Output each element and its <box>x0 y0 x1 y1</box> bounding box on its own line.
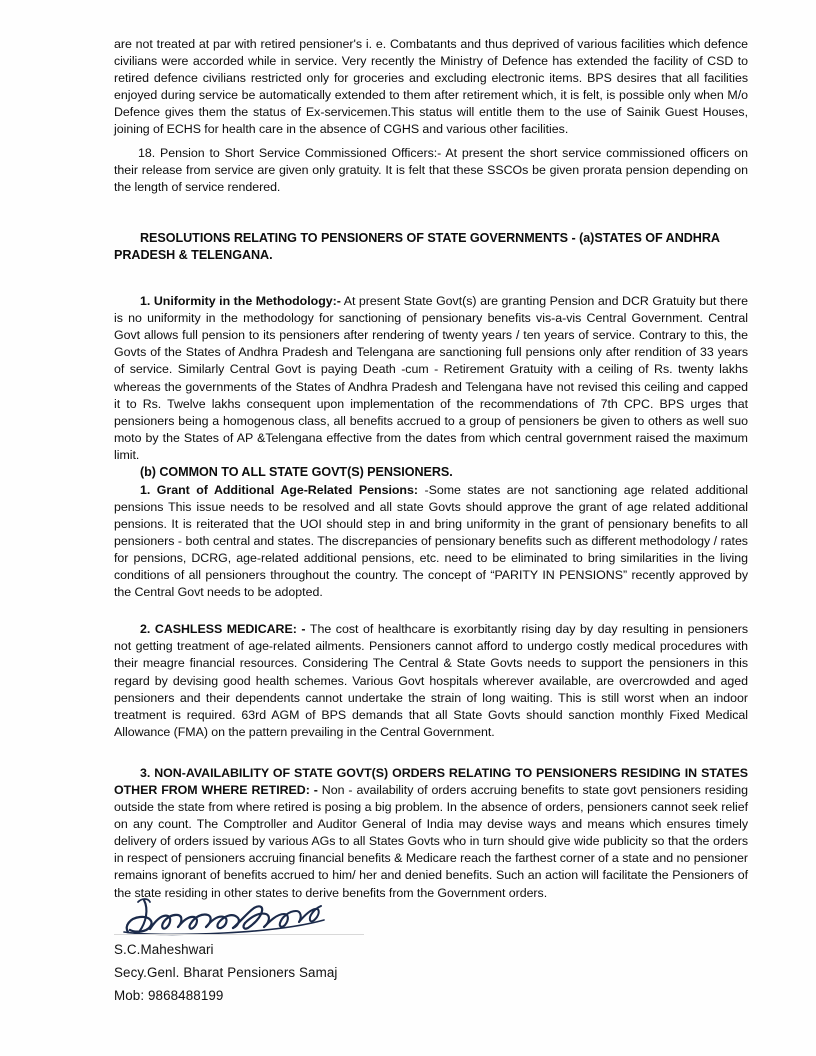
signatory-name: S.C.Maheshwari <box>114 942 214 957</box>
paragraph-cashless-medicare <box>114 621 748 741</box>
paragraph-uniformity-label: 1. Uniformity in the Methodology:- <box>140 294 341 309</box>
spacer <box>114 265 748 293</box>
paragraph-non-availability-of-orders <box>114 765 748 902</box>
paragraph-item-18-text: 18. Pension to Short Service Commissioned Officers:- At present the short service commissioned officers on their release from service are given only gratuity. It is felt that these SSCOs be given prorata pension depending on the length of service rendered. <box>114 145 748 194</box>
signatory-mobile: Mob: 9868488199 <box>114 988 224 1003</box>
document-body <box>114 36 748 902</box>
paragraph-uniformity-methodology <box>114 293 748 464</box>
signature-icon <box>114 892 364 938</box>
spacer <box>114 741 748 765</box>
signatory-designation: Secy.Genl. Bharat Pensioners Samaj <box>114 965 338 980</box>
signature-block <box>114 892 534 1007</box>
signature-image <box>114 892 364 938</box>
paragraph-b1-text: -Some states are not sanctioning age related additional pensions This issue needs to be resolved and all state Govts should approve the grant of age related additional pensions. It is reiterated that the UOI should step in and bring uniformity in the grant of pensionary benefits to all pensioners - both central and states. The discrepancies of pensionary benefits such as different methodology / rates for pensions, DCRG, age-related additional pensions, etc. need to be eliminated to bring similarities in the living conditions of all pensioners throughout the country. The concept of “PARITY IN PENSIONS” recently approved by the Central Govt needs to be adopted. <box>114 482 748 600</box>
paragraph-b3-text: Non - availability of orders accruing benefits to state govt pensioners residing outside the state from where retired is posing a big problem. In the absence of orders, pensioners cannot seek relief on any count. The Comptroller and Auditor General of India may devise ways and means which ensures timely delivery of orders issued by various AGs to all States Govts who in turn should give wide publicity so that the orders in respect of pensioners accruing financial benefits & Medicare reach the farthest corner of a state and no pensioner remains ignorant of benefits accrued to him/ her and denied benefits. Such an action will facilitate the Pensioners of the state residing in other states to derive benefits from the Government orders. <box>114 782 748 900</box>
spacer <box>114 601 748 621</box>
paragraph-b2-label: 2. CASHLESS MEDICARE: - <box>140 622 306 637</box>
paragraph-b3-label: 3. NON-AVAILABILITY OF STATE GOVT(S) ORDERS RELATING TO PENSIONERS RESIDING IN STATES OTHER FROM WHERE RETIRED: - <box>114 765 748 797</box>
signature-underline <box>114 934 364 935</box>
paragraph-b2-text: The cost of healthcare is exorbitantly rising day by day resulting in pensioners not getting treatment of age-related ailments. Pensioners cannot afford to undergo costly medical procedures with their meagre financial resources. Considering The Central & State Govts needs to support the pensioners in this regard by devising good health schemes. Various Govt hospitals wherever available, are overcrowded and aged pensioners and their dependents cannot undertake the strain of long waiting. This is still worst when an indoor treatment is required. 63rd AGM of BPS demands that all State Govts should sanction monthly Fixed Medical Allowance (FMA) on the pattern prevailing in the Central Government. <box>114 622 748 739</box>
subheading-text: (b) COMMON TO ALL STATE GOVT(S) PENSIONERS. <box>140 464 453 479</box>
paragraph-uniformity-text: At present State Govt(s) are granting Pension and DCR Gratuity but there is no uniformity in the methodology for sanctioning of pensionary benefits vis-a-vis Central Government. Central Govt allows full pension to its pensioners after rendering of twenty years / ten years of service. Contrary to this, the Govts of the States of Andhra Pradesh and Telengana are sanctioning full pensions only after rendition of 33 years of service. Similarly Central Govt is paying Death -cum - Retirement Gratuity with a ceiling of Rs. twenty lakhs whereas the governments of the States of Andhra Pradesh and Telengana have not revised this ceiling and capped it to Rs. Twelve lakhs consequent upon implementation of the recommendations of 7th CPC. BPS urges that pensioners being a homogenous class, all benefits accrued to a group of pensioners be given to others as well suo moto by the States of AP &Telengana effective from the dates from which central government raised the maximum limit. <box>114 294 748 462</box>
paragraph-grant-additional-age-related-pensions <box>114 482 748 602</box>
spacer <box>114 196 748 230</box>
paragraph-item-18 <box>114 145 748 196</box>
section-heading-state-governments <box>114 230 748 265</box>
paragraph-b1-label: 1. Grant of Additional Age-Related Pensions: <box>140 482 418 497</box>
section-heading-text: RESOLUTIONS RELATING TO PENSIONERS OF STATE GOVERNMENTS - (a)STATES OF ANDHRA PRADESH & TELENGANA. <box>114 230 720 263</box>
paragraph-continued: are not treated at par with retired pensioner's i. e. Combatants and thus deprived of various facilities which defence civilians were accorded while in service. Very recently the Ministry of Defence has extended the facility of CSD to retired defence civilians restricted only for groceries and excluding electronic items. BPS desires that all facilities enjoyed during service be automatically extended to them after retirement which, it is felt, is possible only when M/o Defence gives them the status of Ex-servicemen.This status will entitle them to the use of Sainik Guest Houses, joining of ECHS for health care in the absence of CGHS and various other facilities. <box>114 37 748 137</box>
subheading-common-to-all-state-pensioners <box>114 464 748 482</box>
